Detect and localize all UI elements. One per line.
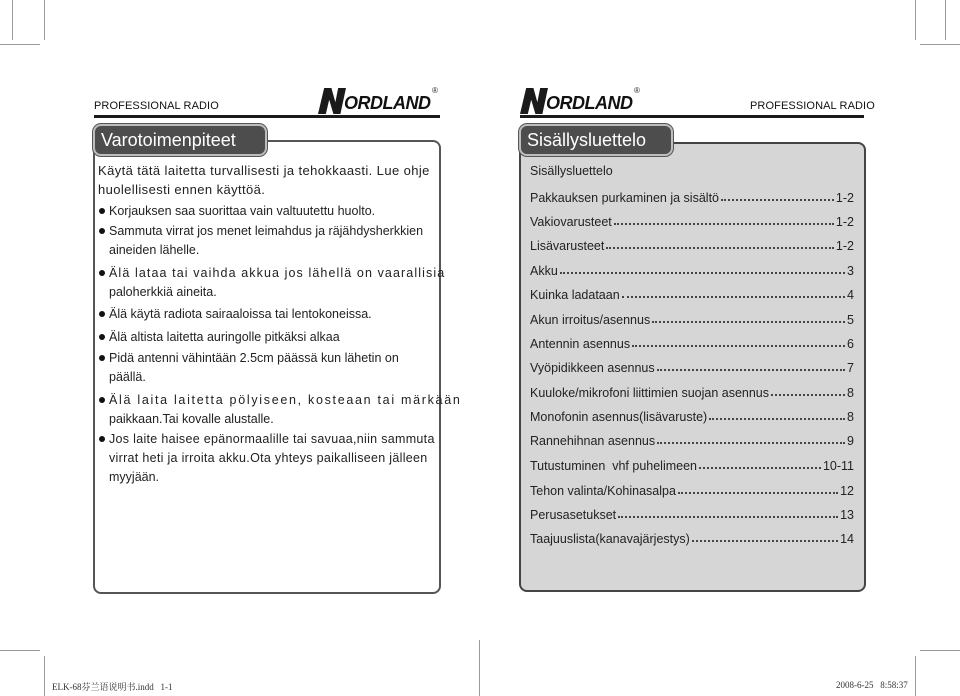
crop-mark [0,650,40,651]
left-header-label: PROFESSIONAL RADIO [94,100,219,112]
bullet-icon [99,397,105,403]
crop-mark [945,0,946,40]
toc-entry[interactable]: Taajuuslista(kanavajärjestys) 14 [530,532,854,546]
precaution-item: Älä lataa tai vaihda akkua jos lähellä on vaarallisia [99,264,445,283]
logo-n-mark [318,88,346,114]
dot-leader [606,247,834,249]
precaution-item-cont: paikkaan.Tai kovalle alustalle. [109,412,274,426]
toc-entry[interactable]: Tutustuminen vhf puhelimeen 10-11 [530,459,854,473]
crop-mark [920,44,960,45]
logo-word: ORDLAND [546,93,633,113]
toc-entry[interactable]: Kuuloke/mikrofoni liittimien suojan asennus 8 [530,386,854,400]
logo-word: ORDLAND [344,93,431,113]
bullet-icon [99,334,105,340]
toc-entry[interactable]: Antennin asennus 6 [530,337,854,351]
dot-leader [692,540,838,542]
intro-line-2: huolellisesti ennen käyttöä. [98,182,266,197]
dot-leader [560,272,845,274]
toc-entry[interactable]: Monofonin asennus(lisävaruste) 8 [530,410,854,424]
dot-leader [709,418,845,420]
precaution-item: Jos laite haisee epänormaalille tai savuaa,niin sammuta [99,430,435,449]
precaution-item: Korjauksen saa suorittaa vain valtuutettu huolto. [99,202,375,221]
dot-leader [721,199,834,201]
dot-leader [614,223,834,225]
right-header-rule [520,115,864,118]
footer-file-info: ELK-68芬兰语说明书.indd 1-1 [52,682,173,692]
dot-leader [771,394,845,396]
crop-mark [479,640,480,696]
precaution-item: Älä laita laitetta pölyiseen, kosteaan tai märkään [99,391,462,410]
dot-leader [678,492,838,494]
precaution-item: Pidä antenni vähintään 2.5cm päässä kun lähetin on [99,349,399,368]
precaution-item-cont: myyjään. [109,470,160,484]
dot-leader [618,516,838,518]
toc-entry[interactable]: Akku 3 [530,264,854,278]
toc-entry[interactable]: Akun irroitus/asennus 5 [530,313,854,327]
bullet-icon [99,228,105,234]
dot-leader [652,321,845,323]
precaution-item-cont: aineiden lähelle. [109,243,200,257]
bullet-icon [99,436,105,442]
nordland-logo [520,88,640,114]
logo-n-mark [520,88,548,114]
precaution-item-cont: päällä. [109,370,146,384]
bullet-icon [99,355,105,361]
left-header-rule [94,115,440,118]
intro-line-1: Käytä tätä laitetta turvallisesti ja tehokkaasti. Lue ohje [98,163,430,178]
left-section-title: Varotoimenpiteet [93,124,267,156]
precaution-item-cont: virrat heti ja irroita akku.Ota yhteys paikalliseen jälleen [109,451,428,465]
dot-leader [657,442,845,444]
bullet-icon [99,208,105,214]
dot-leader [699,467,821,469]
right-header-label: PROFESSIONAL RADIO [750,100,875,112]
right-section-title: Sisällysluettelo [519,124,673,156]
precaution-item: Älä altista laitetta auringolle pitkäksi alkaa [99,328,340,347]
toc-entry[interactable]: Perusasetukset 13 [530,508,854,522]
toc-entry[interactable]: Lisävarusteet 1-2 [530,239,854,253]
precaution-item-cont: paloherkkiä aineita. [109,285,217,299]
precaution-item: Sammuta virrat jos menet leimahdus ja räjähdysherkkien [99,222,423,241]
dot-leader [632,345,845,347]
bullet-icon [99,311,105,317]
crop-mark [915,0,916,40]
registered-mark-icon: ® [432,86,438,95]
crop-mark [44,656,45,696]
toc-entry[interactable]: Tehon valinta/Kohinasalpa 12 [530,484,854,498]
crop-mark [12,0,13,40]
toc-entry[interactable]: Rannehihnan asennus 9 [530,434,854,448]
crop-mark [915,656,916,696]
dot-leader [657,369,845,371]
toc-entry[interactable]: Vakiovarusteet 1-2 [530,215,854,229]
crop-mark [0,44,40,45]
crop-mark [920,650,960,651]
toc-entry[interactable]: Vyöpidikkeen asennus 7 [530,361,854,375]
toc-entry[interactable]: Kuinka ladataan 4 [530,288,854,302]
toc-entry[interactable]: Pakkauksen purkaminen ja sisältö 1-2 [530,191,854,205]
registered-mark-icon: ® [634,86,640,95]
footer-timestamp: 2008-6-25 8:58:37 [836,680,908,690]
toc-heading: Sisällysluettelo [530,164,613,178]
dot-leader [622,296,845,298]
precaution-item: Älä käytä radiota sairaaloissa tai lentokoneissa. [99,305,372,324]
bullet-icon [99,270,105,276]
crop-mark [44,0,45,40]
nordland-logo [318,88,438,114]
